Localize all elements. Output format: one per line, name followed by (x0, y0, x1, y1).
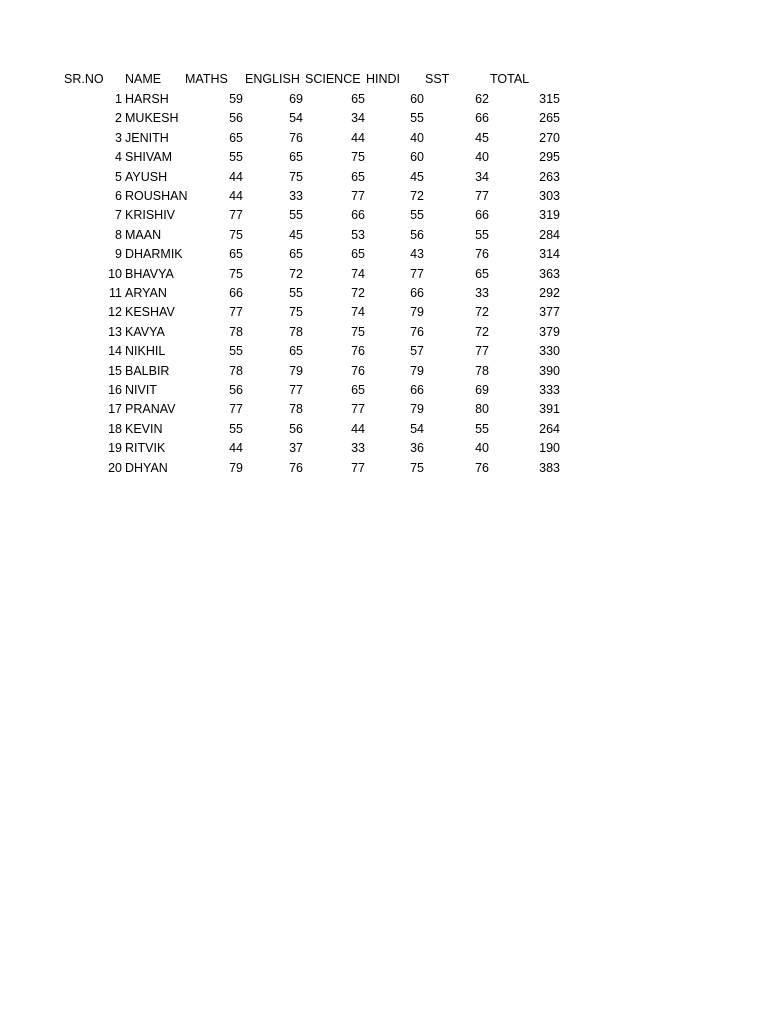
cell-maths: 59 (229, 92, 243, 106)
cell-name: DHARMIK (125, 247, 183, 262)
cell-hindi: 60 (410, 150, 424, 165)
cell-science: 65 (351, 169, 365, 184)
cell-sst: 66 (475, 111, 489, 126)
cell-srno: 9 (115, 247, 122, 262)
cell-srno: 5 (115, 169, 122, 184)
cell-sst: 55 (475, 421, 489, 436)
cell-maths: 44 (229, 189, 243, 203)
cell-science: 75 (351, 324, 365, 339)
cell-srno: 1 (115, 92, 122, 106)
cell-english: 65 (289, 344, 303, 359)
cell-maths: 65 (229, 247, 243, 262)
cell-srno: 11 (109, 286, 122, 300)
cell-maths: 56 (229, 383, 243, 397)
cell-name: AYUSH (125, 169, 168, 184)
cell-name: ROUSHAN (125, 189, 188, 203)
cell-hindi: 40 (410, 130, 424, 145)
cell-srno: 20 (108, 460, 122, 475)
cell-srno: 4 (115, 150, 122, 165)
cell-science: 44 (351, 421, 365, 436)
cell-science: 34 (351, 111, 365, 126)
cell-total: 333 (539, 383, 560, 397)
cell-english: 55 (289, 208, 303, 223)
cell-science: 74 (351, 266, 365, 281)
cell-srno: 14 (108, 344, 122, 359)
cell-science: 65 (351, 247, 365, 262)
cell-srno: 6 (115, 189, 122, 203)
cell-name: HARSH (125, 92, 169, 106)
cell-english: 65 (289, 247, 303, 262)
cell-sst: 76 (475, 247, 489, 262)
cell-maths: 75 (229, 227, 243, 242)
cell-name: MUKESH (125, 111, 179, 126)
cell-hindi: 66 (410, 286, 424, 300)
header-name: NAME (125, 72, 162, 86)
cell-english: 77 (289, 383, 303, 397)
cell-sst: 33 (475, 286, 489, 300)
cell-sst: 78 (475, 363, 489, 378)
cell-maths: 79 (229, 460, 243, 475)
cell-english: 69 (289, 92, 303, 106)
cell-srno: 10 (108, 266, 122, 281)
header-hindi: HINDI (366, 72, 401, 86)
cell-science: 77 (351, 189, 365, 203)
cell-total: 391 (539, 402, 560, 417)
cell-science: 44 (351, 130, 365, 145)
cell-total: 363 (539, 266, 560, 281)
cell-english: 65 (289, 150, 303, 165)
cell-hindi: 75 (410, 460, 424, 475)
cell-hindi: 36 (410, 441, 424, 456)
cell-sst: 77 (475, 344, 489, 359)
cell-sst: 66 (475, 208, 489, 223)
cell-hindi: 45 (410, 169, 424, 184)
cell-hindi: 55 (410, 111, 424, 126)
cell-maths: 77 (229, 305, 243, 320)
cell-name: KESHAV (125, 305, 175, 320)
cell-maths: 55 (229, 421, 243, 436)
cell-maths: 55 (229, 344, 243, 359)
cell-hindi: 43 (410, 247, 424, 262)
cell-science: 76 (351, 344, 365, 359)
header-srno: SR.NO (64, 72, 104, 86)
cell-sst: 69 (475, 383, 489, 397)
cell-sst: 34 (475, 169, 489, 184)
cell-total: 315 (539, 92, 560, 106)
cell-science: 65 (351, 383, 365, 397)
cell-english: 75 (289, 169, 303, 184)
cell-total: 270 (539, 130, 560, 145)
header-english: ENGLISH (245, 72, 300, 86)
cell-total: 263 (539, 169, 560, 184)
cell-english: 79 (289, 363, 303, 378)
cell-sst: 76 (475, 460, 489, 475)
cell-sst: 40 (475, 150, 489, 165)
cell-hindi: 60 (410, 92, 424, 106)
cell-english: 37 (289, 441, 303, 456)
header-maths: MATHS (185, 72, 228, 86)
cell-sst: 65 (475, 266, 489, 281)
cell-english: 75 (289, 305, 303, 320)
cell-hindi: 77 (410, 266, 424, 281)
header-science: SCIENCE (305, 72, 361, 86)
cell-science: 66 (351, 208, 365, 223)
cell-srno: 2 (115, 111, 122, 126)
cell-srno: 17 (108, 402, 122, 417)
cell-srno: 18 (108, 421, 122, 436)
cell-total: 292 (539, 286, 560, 300)
cell-maths: 77 (229, 208, 243, 223)
cell-english: 76 (289, 460, 303, 475)
cell-sst: 45 (475, 130, 489, 145)
cell-hindi: 79 (410, 402, 424, 417)
cell-maths: 78 (229, 363, 243, 378)
cell-name: DHYAN (125, 460, 168, 475)
cell-maths: 78 (229, 324, 243, 339)
cell-science: 76 (351, 363, 365, 378)
cell-science: 65 (351, 92, 365, 106)
cell-hindi: 56 (410, 227, 424, 242)
cell-total: 284 (539, 227, 560, 242)
cell-name: SHIVAM (125, 150, 172, 165)
cell-name: BALBIR (125, 363, 170, 378)
cell-total: 303 (539, 189, 560, 203)
cell-total: 330 (539, 344, 560, 359)
cell-english: 54 (289, 111, 303, 126)
cell-hindi: 66 (410, 383, 424, 397)
cell-total: 314 (539, 247, 560, 262)
cell-name: RITVIK (125, 441, 166, 456)
cell-science: 53 (351, 227, 365, 242)
cell-name: MAAN (125, 227, 162, 242)
cell-english: 72 (289, 266, 303, 281)
cell-maths: 56 (229, 111, 243, 126)
cell-science: 72 (351, 286, 365, 300)
cell-total: 383 (539, 460, 560, 475)
cell-srno: 8 (115, 227, 122, 242)
cell-maths: 75 (229, 266, 243, 281)
cell-english: 76 (289, 130, 303, 145)
cell-english: 45 (289, 227, 303, 242)
cell-name: BHAVYA (125, 266, 174, 281)
cell-sst: 62 (475, 92, 489, 106)
cell-sst: 72 (475, 324, 489, 339)
cell-name: NIVIT (125, 383, 157, 397)
cell-hindi: 57 (410, 344, 424, 359)
cell-maths: 44 (229, 169, 243, 184)
cell-hindi: 79 (410, 363, 424, 378)
cell-srno: 19 (108, 441, 122, 456)
cell-name: KRISHIV (125, 208, 176, 223)
cell-name: PRANAV (125, 402, 176, 417)
cell-science: 75 (351, 150, 365, 165)
cell-name: NIKHIL (125, 344, 166, 359)
cell-sst: 80 (475, 402, 489, 417)
cell-srno: 3 (115, 130, 122, 145)
cell-total: 377 (539, 305, 560, 320)
cell-name: KEVIN (125, 421, 163, 436)
cell-total: 265 (539, 111, 560, 126)
cell-english: 55 (289, 286, 303, 300)
cell-english: 56 (289, 421, 303, 436)
cell-sst: 77 (475, 189, 489, 203)
cell-hindi: 76 (410, 324, 424, 339)
cell-total: 379 (539, 324, 560, 339)
cell-total: 390 (539, 363, 560, 378)
cell-maths: 55 (229, 150, 243, 165)
cell-maths: 44 (229, 441, 243, 456)
cell-maths: 77 (229, 402, 243, 417)
header-total: TOTAL (490, 72, 530, 86)
cell-name: KAVYA (125, 324, 165, 339)
cell-english: 33 (289, 189, 303, 203)
cell-total: 264 (539, 421, 560, 436)
cell-sst: 40 (475, 441, 489, 456)
cell-hindi: 55 (410, 208, 424, 223)
cell-name: ARYAN (125, 286, 167, 300)
cell-sst: 72 (475, 305, 489, 320)
cell-srno: 7 (115, 208, 122, 223)
cell-science: 74 (351, 305, 365, 320)
cell-hindi: 72 (410, 189, 424, 203)
cell-maths: 65 (229, 130, 243, 145)
cell-english: 78 (289, 402, 303, 417)
cell-total: 190 (539, 441, 560, 456)
cell-name: JENITH (125, 130, 169, 145)
cell-total: 295 (539, 150, 560, 165)
cell-total: 319 (539, 208, 560, 223)
cell-srno: 12 (108, 305, 122, 320)
cell-science: 33 (351, 441, 365, 456)
cell-srno: 13 (108, 324, 122, 339)
cell-hindi: 79 (410, 305, 424, 320)
cell-sst: 55 (475, 227, 489, 242)
cell-science: 77 (351, 402, 365, 417)
cell-srno: 16 (108, 383, 122, 397)
cell-srno: 15 (108, 363, 122, 378)
cell-english: 78 (289, 324, 303, 339)
header-sst: SST (425, 72, 450, 86)
cell-hindi: 54 (410, 421, 424, 436)
cell-maths: 66 (229, 286, 243, 300)
cell-science: 77 (351, 460, 365, 475)
